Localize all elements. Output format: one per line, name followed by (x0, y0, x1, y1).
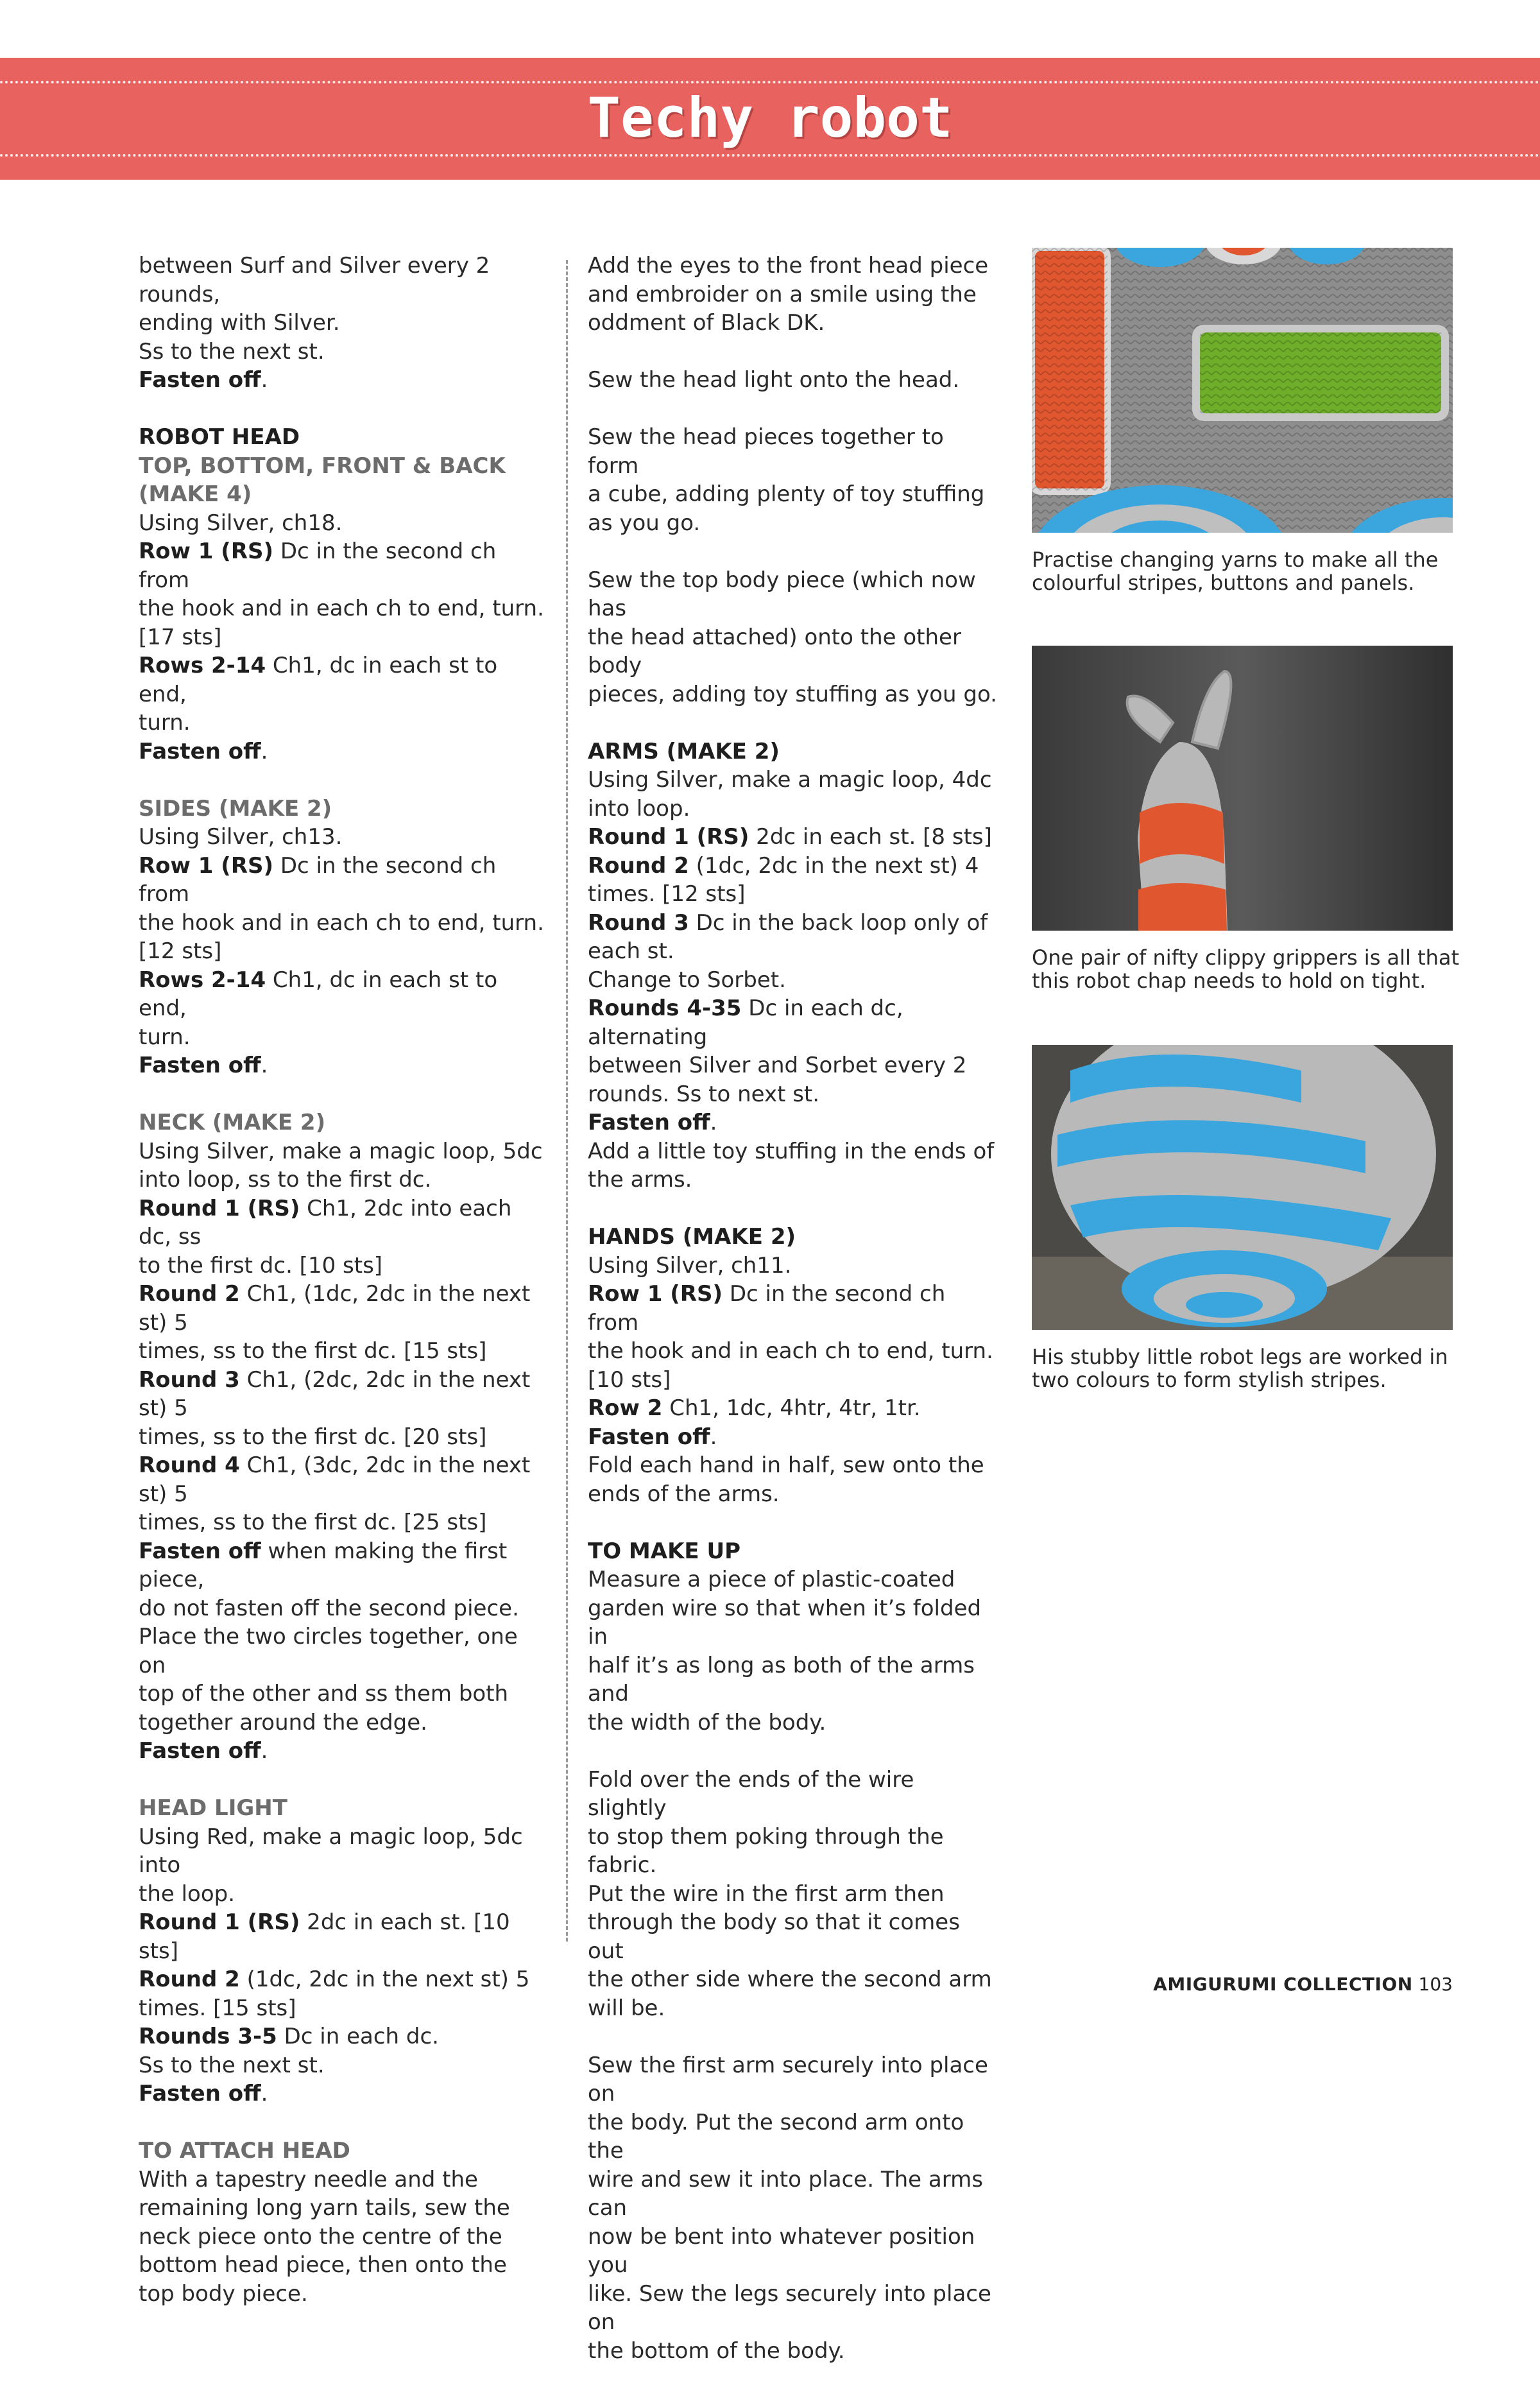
robot-head-section: ROBOT HEAD TOP, BOTTOM, FRONT & BACK (MAKE 4) Using Silver, ch18. Row 1 (RS) Dc in the second ch from the hook and in each ch to end, turn. [17 sts] Rows 2-14 Ch1, dc in each st to end, turn. Fasten off. (139, 423, 549, 766)
photo-caption-2: One pair of nifty clippy grippers is all that this robot chap needs to hold on tight. (1032, 945, 1460, 993)
section-heading: TO MAKE UP (588, 1538, 741, 1564)
make-up-section: TO MAKE UP Measure a piece of plastic-coated garden wire so that when it’s folded in half it’s as long as both of the arms and the width of the body. (588, 1537, 998, 1737)
wire-paragraph: Fold over the ends of the wire slightly to stop them poking through the fabric. Put the wire in the first arm then through the body so that it comes out the other side where the second arm will be. (588, 1766, 992, 2021)
photo-gripper-hand (1032, 646, 1453, 931)
section-heading: ROBOT HEAD (139, 424, 300, 450)
eyes-paragraph: Add the eyes to the front head piece and embroider on a smile using the oddment of Black DK. (588, 253, 989, 336)
sides-section: SIDES (MAKE 2) Using Silver, ch13. Row 1 (RS) Dc in the second ch from the hook and in each ch to end, turn. [12 sts] Rows 2-14 Ch1, dc in each st to end, turn. Fasten off. (139, 795, 544, 1078)
head-light-section: HEAD LIGHT Using Red, make a magic loop, 5dc into the loop. Round 1 (RS) 2dc in each st. [10 sts] Round 2 (1dc, 2dc in the next st) 5 times. [15 sts] Rounds 3-5 Dc in each dc. Ss to the next st. Fasten off. (139, 1795, 530, 2106)
publication-name: AMIGURUMI COLLECTION (1153, 1974, 1413, 1995)
photo-caption-3: His stubby little robot legs are worked in two colours to form stylish stripes. (1032, 1345, 1448, 1392)
head-light-paragraph: Sew the head light onto the head. (588, 367, 960, 393)
banner-dotted-line-top (0, 81, 1540, 83)
column-divider (566, 260, 568, 1942)
attach-head-section: TO ATTACH HEAD With a tapestry needle and the remaining long yarn tails, sew the neck piece onto the centre of the bottom head piece, then onto the top body piece. (139, 2138, 510, 2307)
banner-dotted-line-bottom (0, 154, 1540, 157)
neck-section: NECK (MAKE 2) Using Silver, make a magic loop, 5dc into loop, ss to the first dc. Round 1 (RS) Ch1, 2dc into each dc, ss to the first dc. [10 sts] Round 2 Ch1, (1dc, 2dc in the next st) 5 times, ss to the first dc. [15 sts] Round 3 Ch1, (2dc, 2dc in the next st) 5 times, ss to the first dc. [20 sts] Round 4 Ch1, (3dc, 2dc in the next st) 5 times, ss to the first dc. [25 sts] Fasten off when making the first piece, do not fasten off the second piece. Place the two circles together, one on top of the other and ss them both together around the edge. Fasten off. (139, 1110, 543, 1764)
intro-paragraph: between Surf and Silver every 2 rounds, ending with Silver. Ss to the next st. Fasten off. (139, 253, 490, 393)
pattern-column-1 (139, 252, 549, 2337)
hands-section: HANDS (MAKE 2) Using Silver, ch11. Row 1 (RS) Dc in the second ch from the hook and in each ch to end, turn. [10 sts] Row 2 Ch1, 1dc, 4htr, 4tr, 1tr. Fasten off. Fold each hand in half, sew onto the ends of the arms. (588, 1223, 998, 1508)
photo-caption-1: Practise changing yarns to make all the colourful stripes, buttons and panels. (1032, 547, 1439, 595)
pattern-column-2 (588, 252, 998, 2394)
photo-striped-leg (1032, 1045, 1453, 1330)
section-heading: HANDS (MAKE 2) (588, 1224, 796, 1250)
title-banner (0, 58, 1540, 180)
page-footer (1153, 1973, 1453, 1996)
section-heading: ARMS (MAKE 2) (588, 738, 780, 764)
cube-paragraph: Sew the head pieces together to form a cube, adding plenty of toy stuffing as you go. (588, 424, 985, 536)
arms-section: ARMS (MAKE 2) Using Silver, make a magic loop, 4dc into loop. Round 1 (RS) 2dc in each st. [8 sts] Round 2 (1dc, 2dc in the next st) 4 times. [12 sts] Round 3 Dc in the back loop only of each st. Change to Sorbet. Rounds 4-35 Dc in each dc, alternating between Silver and Sorbet every 2 rounds. Ss to next st. Fasten off. Add a little toy stuffing in the ends of the arms. (588, 737, 998, 1194)
page-number: 103 (1418, 1974, 1453, 1995)
photo-robot-panels (1032, 248, 1453, 533)
page-title: Techy robot (587, 86, 953, 150)
sew-arms-paragraph: Sew the first arm securely into place on the body. Put the second arm onto the wire and sew it into place. The arms can now be bent into whatever position you like. Sew the legs securely into place on the bottom of the body. (588, 2052, 991, 2364)
top-body-paragraph: Sew the top body piece (which now has the head attached) onto the other body pieces, adding toy stuffing as you go. (588, 567, 997, 707)
